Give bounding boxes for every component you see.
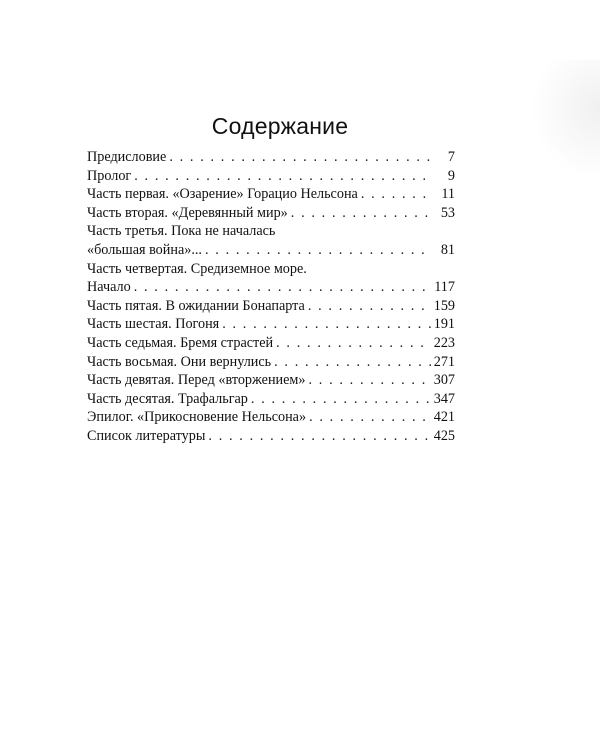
toc-entry (87, 222, 455, 259)
dot-leader (205, 241, 431, 260)
toc-entry-page: 421 (433, 409, 455, 426)
page-title: Содержание (211, 113, 349, 139)
toc-entry-page: 347 (433, 390, 455, 407)
toc-entry (87, 204, 455, 223)
toc-entry-text: Предисловие (87, 149, 167, 165)
toc-entry-text: Эпилог. «Прикосновение Нельсона» (87, 409, 307, 426)
toc-entry-page: 9 (447, 167, 455, 184)
toc-entry-page: 223 (433, 334, 455, 351)
toc-entry (87, 371, 455, 390)
toc-entry-text: Часть пятая. В ожидании Бонапарта (87, 297, 305, 314)
toc-entry-page: 81 (440, 241, 455, 258)
dot-leader (134, 167, 431, 186)
dot-leader (309, 371, 432, 390)
toc-entry-page: 7 (447, 149, 455, 165)
toc-entry-page: 271 (433, 353, 455, 370)
dot-leader (308, 297, 431, 316)
toc-entry-text: Часть десятая. Трафальгар (87, 390, 248, 407)
toc-entry-page: 425 (433, 427, 455, 444)
dot-leader (309, 408, 431, 427)
toc-entry (87, 185, 455, 204)
dot-leader (222, 315, 431, 334)
toc-entry (87, 297, 455, 316)
toc-entry (87, 167, 455, 186)
toc-entry-page: 191 (433, 316, 455, 333)
dot-leader (169, 148, 431, 167)
toc-entry (87, 148, 455, 167)
toc-entry-text: Список литературы (87, 427, 206, 444)
toc-entry-page: 53 (440, 204, 455, 221)
toc-entry-page: 159 (433, 297, 455, 314)
toc-entry (87, 260, 455, 297)
toc-entry (87, 334, 455, 353)
toc-entry-text: Часть девятая. Перед «вторжением» (87, 372, 306, 389)
toc-entry-text: «большая война»... (87, 241, 202, 258)
toc-entry-page: 307 (433, 372, 455, 389)
toc-entry (87, 408, 455, 427)
table-of-contents (87, 148, 455, 446)
dot-leader (361, 185, 431, 204)
toc-entry-text: Часть седьмая. Бремя страстей (87, 334, 274, 351)
dot-leader (276, 334, 431, 353)
toc-entry-page: 117 (434, 279, 455, 296)
dot-leader (134, 278, 431, 297)
dot-leader (291, 204, 431, 223)
toc-entry-text: Часть восьмая. Они вернулись (87, 353, 272, 370)
toc-entry-text: Пролог (87, 167, 132, 184)
toc-entry-text: Часть первая. «Озарение» Горацио Нельсона (87, 186, 358, 203)
toc-entry-text: Часть шестая. Погоня (87, 316, 220, 333)
toc-entry (87, 353, 455, 372)
toc-entry-first-line: Часть третья. Пока не началась (87, 223, 276, 240)
dot-leader (251, 390, 431, 409)
toc-entry-first-line: Часть четвертая. Средиземное море. (87, 260, 307, 277)
toc-entry (87, 427, 455, 446)
toc-entry (87, 315, 455, 334)
dot-leader (274, 353, 431, 372)
toc-entry-page: 11 (441, 186, 455, 203)
dot-leader (208, 427, 431, 446)
toc-entry-text: Часть вторая. «Деревянный мир» (87, 204, 288, 221)
toc-entry-text: Начало (87, 279, 131, 296)
toc-entry (87, 390, 455, 409)
